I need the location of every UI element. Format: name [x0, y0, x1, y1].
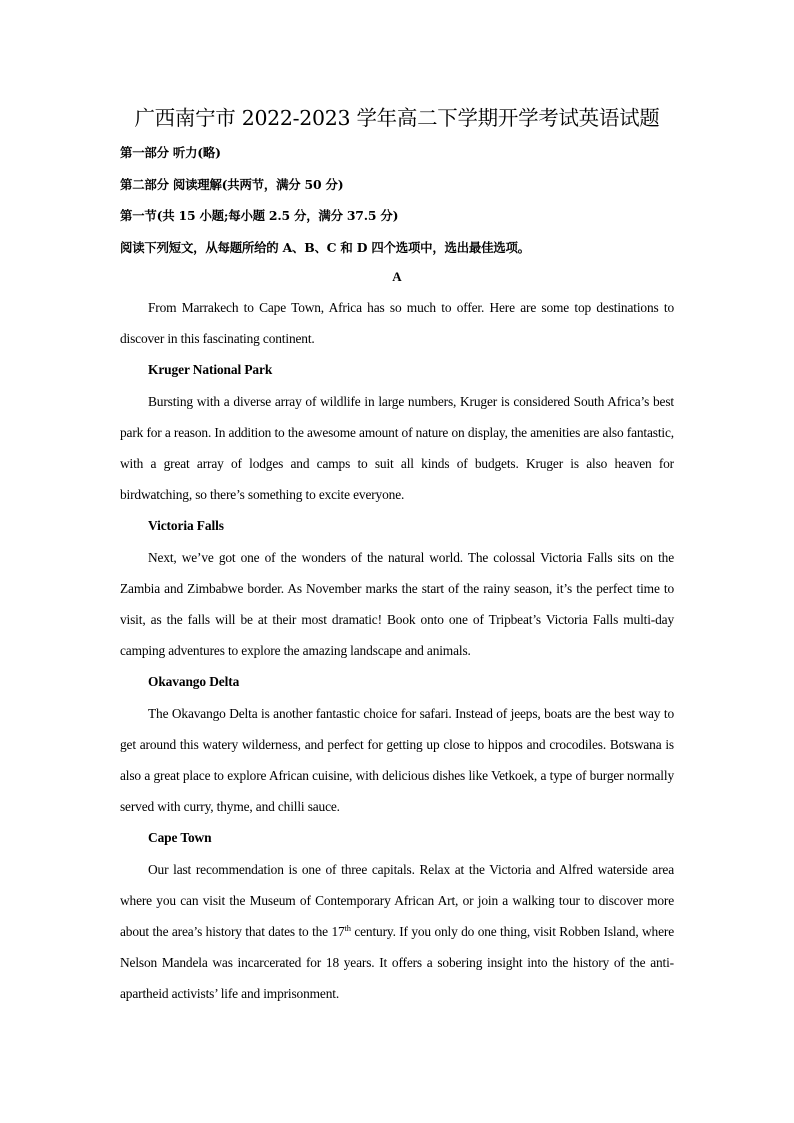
- ordinal-suffix: th: [344, 923, 351, 934]
- cape-town-paragraph: [120, 854, 674, 1010]
- victoria-falls-heading: Victoria Falls: [148, 518, 224, 534]
- part-two-heading: 第二部分 阅读理解(共两节，满分 50 分): [120, 176, 344, 192]
- victoria-falls-paragraph: Next, we’ve got one of the wonders of the natural world. The colossal Victoria Falls sits on the Zambia and Zimbabwe border. As November marks the start of the rainy season, it’s the perfect time to visit, as the falls will be at their most dramatic! Book onto one of Tripbeat’s Victoria Falls multi-day camping adventures to explore the amazing landscape and animals.: [120, 549, 674, 659]
- passage-letter: A: [392, 269, 402, 284]
- document-title: 广西南宁市 2022-2023 学年高二下学期开学考试英语试题: [134, 106, 660, 130]
- cape-town-text-part2: century. If you only do one thing, visit Robben Island, where Nelson Mandela was incarcerated for 18 years. It offers a sobering insight into the history of the anti-apartheid activists’ life and imprisonment.: [120, 924, 674, 1002]
- section-one-heading: 第一节(共 15 小题;每小题 2.5 分，满分 37.5 分): [120, 208, 399, 223]
- kruger-heading: Kruger National Park: [148, 362, 273, 378]
- document-page: [120, 103, 674, 1010]
- okavango-paragraph: The Okavango Delta is another fantastic choice for safari. Instead of jeeps, boats are the best way to get around this watery wilderness, and perfect for getting up close to hippos and crocodiles. Botswana is also a great place to explore African cuisine, with delicious dishes like Vetkoek, a type of burger normally served with curry, thyme, and chilli sauce.: [120, 705, 674, 815]
- kruger-paragraph: Bursting with a diverse array of wildlife in large numbers, Kruger is considered South Africa’s best park for a reason. In addition to the awesome amount of nature on display, the amenities are also fantastic, with a great array of lodges and camps to suit all kinds of budgets. Kruger is also heaven for birdwatching, so there’s something to excite everyone.: [120, 393, 674, 503]
- part-one-heading: 第一部分 听力(略): [120, 145, 221, 160]
- cape-town-heading: Cape Town: [148, 830, 212, 846]
- okavango-heading: Okavango Delta: [148, 674, 240, 690]
- instruction-text: 阅读下列短文，从每题所给的 A、B、C 和 D 四个选项中，选出最佳选项。: [120, 239, 530, 255]
- cape-town-text-part1: Our last recommendation is one of three capitals. Relax at the Victoria and Alfred waterside area where you can visit the Museum of Contemporary African Art, or join a walking tour to discover more about the area’s history that dates to the 17: [120, 861, 674, 940]
- intro-paragraph: From Marrakech to Cape Town, Africa has so much to offer. Here are some top destinations to discover in this fascinating continent.: [120, 300, 674, 347]
